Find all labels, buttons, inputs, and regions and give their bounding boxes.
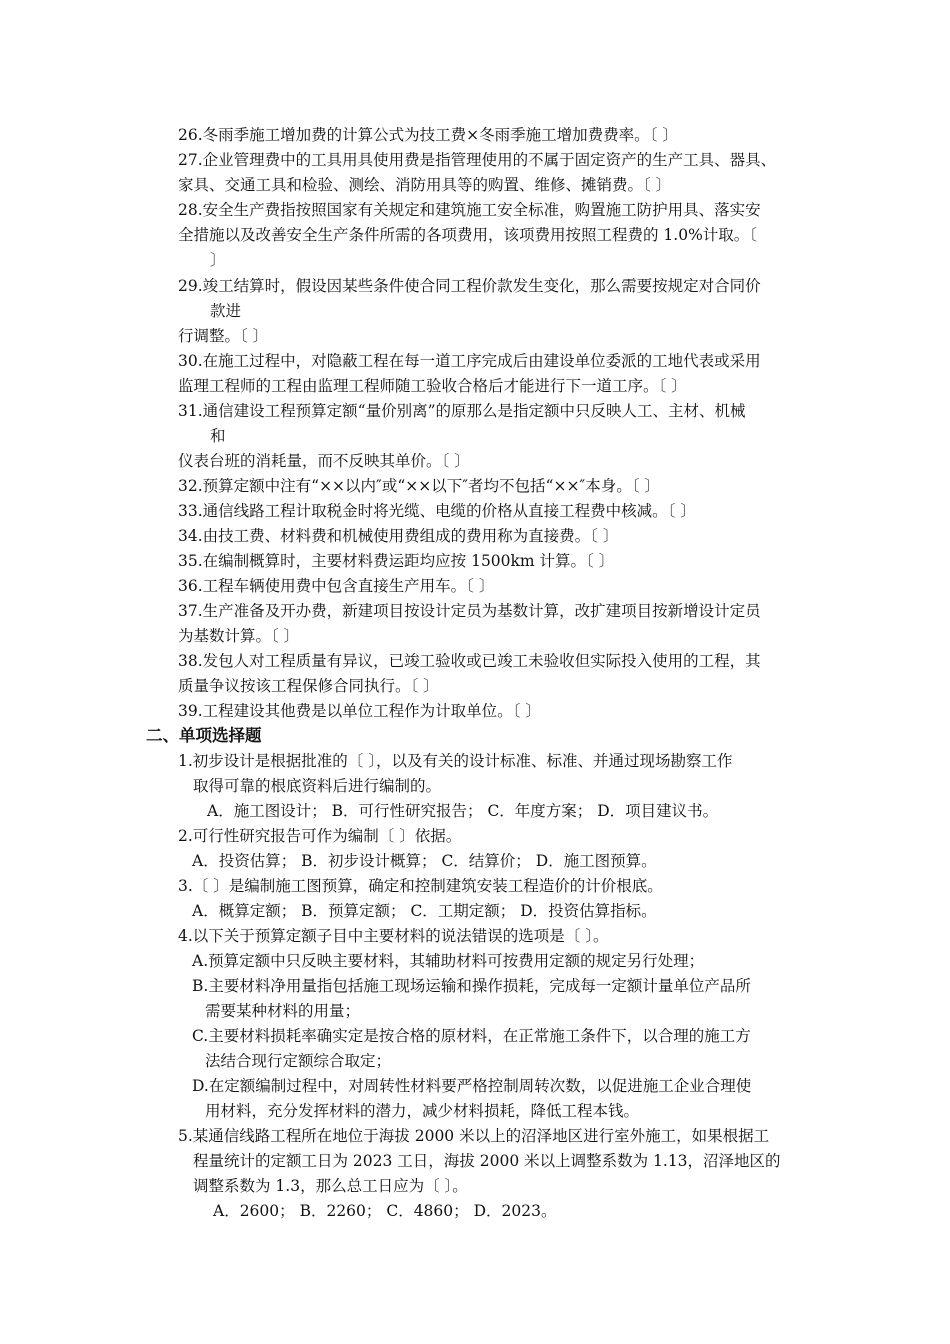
q4-option-d-line-1: D.在定额编制过程中，对周转性材料要严格控制周转次数，以促进施工企业合理使 — [192, 1077, 752, 1095]
item-33: 33.通信线路工程计取税金时将光缆、电缆的价格从直接工程费中核减。〔 〕 — [178, 502, 696, 520]
item-31-line-2: 和 — [210, 427, 226, 445]
item-32: 32.预算定额中注有“××以内″或“××以下″者均不包括“××″本身。〔 〕 — [178, 477, 660, 495]
q4-option-b-line-1: B.主要材料净用量指包括施工现场运输和操作损耗，完成每一定额计量单位产品所 — [192, 977, 751, 995]
item-38-line-2: 质量争议按该工程保修合同执行。〔 〕 — [178, 677, 439, 695]
item-36: 36.工程车辆使用费中包含直接生产用车。〔 〕 — [178, 577, 495, 595]
q3-options: A．概算定额； B．预算定额； C．工期定额； D．投资估算指标。 — [192, 902, 657, 920]
item-30-line-1: 30.在施工过程中，对隐蔽工程在每一道工序完成后由建设单位委派的工地代表或采用 — [178, 352, 761, 370]
item-28-line-2: 全措施以及改善安全生产条件所需的各项费用，该项费用按照工程费的 1.0%计取。〔 — [178, 226, 758, 244]
item-28-line-1: 28.安全生产费指按照国家有关规定和建筑施工安全标准，购置施工防护用具、落实安 — [178, 201, 761, 219]
item-39: 39.工程建设其他费是以单位工程作为计取单位。〔 〕 — [178, 702, 541, 720]
q2-options: A．投资估算； B．初步设计概算； C．结算价； D．施工图预算。 — [192, 852, 657, 870]
item-37-line-2: 为基数计算。〔 〕 — [178, 627, 300, 645]
q4-option-d-line-2: 用材料，充分发挥材料的潜力，减少材料损耗，降低工程本钱。 — [205, 1102, 640, 1120]
q5-line-3: 调整系数为 1.3，那么总工日应为〔 〕。 — [193, 1177, 468, 1195]
q4-option-a: A.预算定额中只反映主要材料，其辅助材料可按费用定额的规定另行处理； — [192, 952, 705, 970]
item-26: 26.冬雨季施工增加费的计算公式为技工费×冬雨季施工增加费费率。〔 〕 — [178, 126, 678, 144]
q2-line-1: 2.可行性研究报告可作为编制〔 〕依据。 — [178, 827, 462, 845]
item-35: 35.在编制概算时，主要材料费运距均应按 1500km 计算。〔 〕 — [178, 552, 615, 570]
q1-options: A．施工图设计； B．可行性研究报告； C．年度方案； D．项目建议书。 — [207, 802, 719, 820]
item-30-line-2: 监理工程师的工程由监理工程师随工验收合格后才能进行下一道工序。〔 〕 — [178, 377, 687, 395]
q5-line-2: 程量统计的定额工日为 2023 工日，海拔 2000 米以上调整系数为 1.13，沼泽地区的 — [193, 1152, 781, 1170]
item-29-line-2: 款进 — [210, 302, 242, 320]
item-34: 34.由技工费、材料费和机械使用费组成的费用称为直接费。〔 〕 — [178, 527, 619, 545]
item-28-line-3: 〕 — [210, 251, 226, 269]
q4-option-c-line-2: 法结合现行定额综合取定； — [205, 1052, 392, 1070]
q1-line-1: 1.初步设计是根据批准的〔 〕，以及有关的设计标准、标准、并通过现场勘察工作 — [178, 752, 733, 770]
q4-option-c-line-1: C.主要材料损耗率确实定是按合格的原材料，在正常施工条件下，以合理的施工方 — [192, 1027, 751, 1045]
q5-options: A．2600； B．2260； C．4860； D．2023。 — [213, 1202, 557, 1220]
item-37-line-1: 37.生产准备及开办费，新建项目按设计定员为基数计算，改扩建项目按新增设计定员 — [178, 602, 761, 620]
section-title: 二、单项选择题 — [146, 726, 262, 745]
item-31-line-3: 仪表台班的消耗量，而不反映其单价。〔 〕 — [178, 452, 470, 470]
item-38-line-1: 38.发包人对工程质量有异议，已竣工验收或已竣工未验收但实际投入使用的工程，其 — [178, 652, 761, 670]
item-27-line-2: 家具、交通工具和检验、测绘、消防用具等的购置、维修、摊销费。〔 〕 — [178, 176, 672, 194]
item-29-line-1: 29.竣工结算时，假设因某些条件使合同工程价款发生变化，那么需要按规定对合同价 — [178, 277, 761, 295]
q3-line-1: 3.〔 〕是编制施工图预算，确定和控制建筑安装工程造价的计价根底。 — [178, 877, 663, 895]
q4-line-1: 4.以下关于预算定额子目中主要材料的说法错误的选项是〔 〕。 — [178, 927, 609, 945]
q4-option-b-line-2: 需要某种材料的用量； — [205, 1002, 361, 1020]
q5-line-1: 5.某通信线路工程所在地位于海拔 2000 米以上的沼泽地区进行室外施工，如果根据工 — [178, 1127, 770, 1145]
item-27-line-1: 27.企业管理费中的工具用具使用费是指管理使用的不属于固定资产的生产工具、器具、 — [178, 151, 777, 169]
item-29-line-3: 行调整。〔 〕 — [178, 327, 269, 345]
item-31-line-1: 31.通信建设工程预算定额“量价别离”的原那么是指定额中只反映人工、主材、机械 — [178, 402, 746, 420]
q1-line-2: 取得可靠的根底资料后进行编制的。 — [193, 777, 442, 795]
